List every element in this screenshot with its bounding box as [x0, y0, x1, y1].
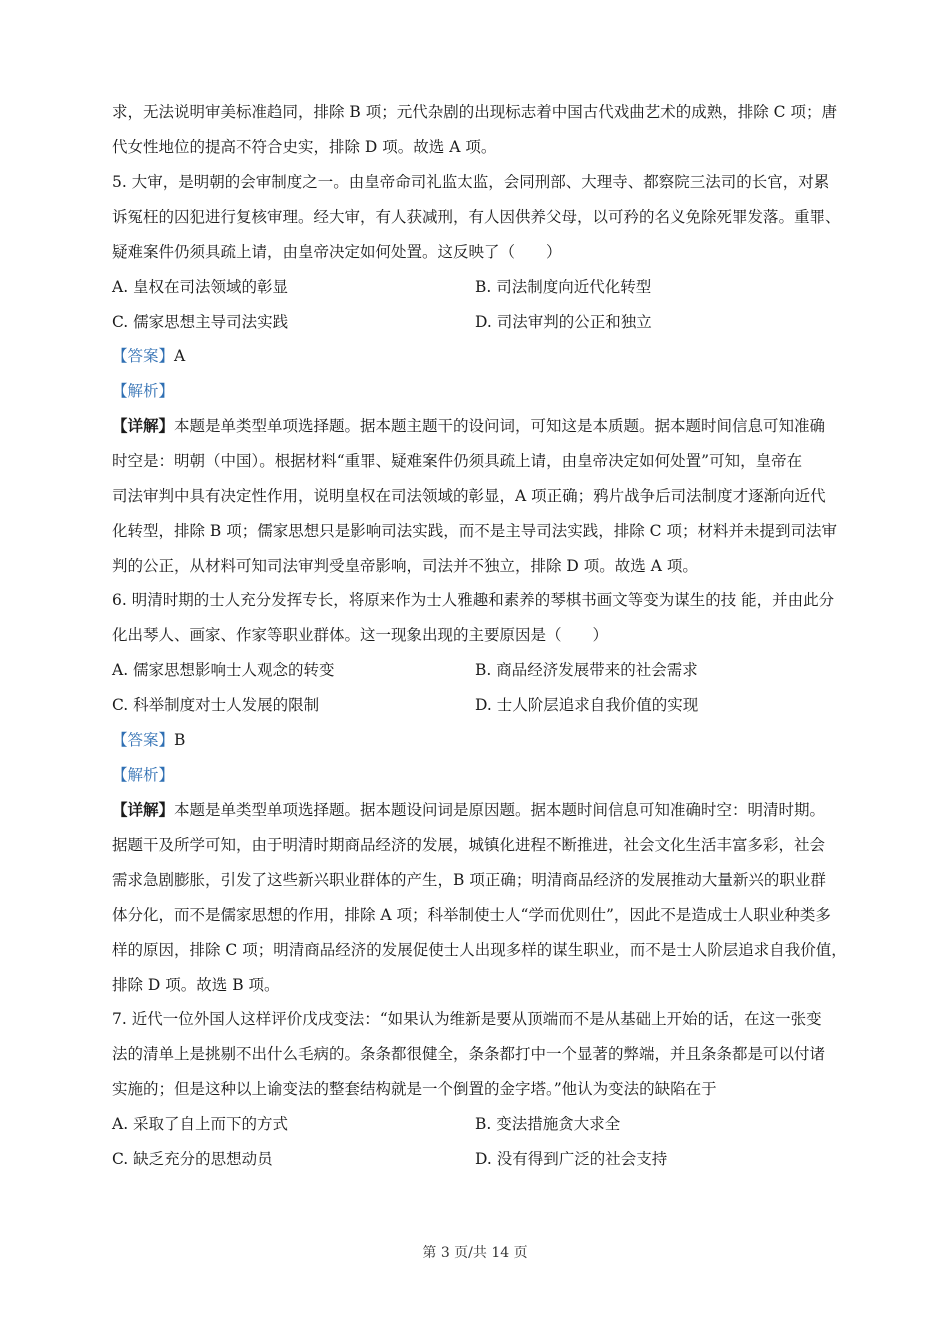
text-line: 求，无法说明审美标准趋同，排除 B 项；元代杂剧的出现标志着中国古代戏曲艺术的成熟，排除 C 项；唐: [112, 103, 837, 121]
question-6-stem: 化出琴人、画家、作家等职业群体。这一现象出现的主要原因是（ ）: [112, 626, 609, 644]
q6-detail-line: 体分化，而不是儒家思想的作用，排除 A 项；科举制使士人“学而优则仕”，因此不是造成士人职业种类多: [112, 906, 831, 924]
q5-option-c: C. 儒家思想主导司法实践: [112, 313, 289, 331]
answer-label: 【答案】: [112, 731, 175, 749]
q5-detail-line: 时空是：明朝（中国）。根据材料“重罪、疑难案件仍须具疏上请，由皇帝决定如何处置”可知，皇帝在: [112, 452, 803, 470]
q6-analysis-label: 【解析】: [112, 766, 175, 784]
q6-detail-line: 需求急剧膨胀，引发了这些新兴职业群体的产生，B 项正确；明清商品经济的发展推动大量新兴的职业群: [112, 871, 826, 889]
detail-label: 【详解】: [112, 416, 175, 435]
question-7-stem: 法的清单上是挑剔不出什么毛病的。条条都很健全，条条都打中一个显著的弊端，并且条条都是可以付诸: [112, 1045, 826, 1063]
answer-label: 【答案】: [112, 347, 175, 365]
q7-option-a: A. 采取了自上而下的方式: [112, 1115, 289, 1133]
q6-detail-line: 据题干及所学可知，由于明清时期商品经济的发展，城镇化进程不断推进，社会文化生活丰富多彩，社会: [112, 836, 826, 854]
q5-answer: [112, 346, 846, 366]
page-number: 第 3 页/共 14 页: [422, 1245, 528, 1261]
detail-text: 本题是单类型单项选择题。据本题设问词是原因题。据本题时间信息可知准确时空：明清时期。: [174, 801, 826, 819]
text-line: 代女性地位的提高不符合史实，排除 D 项。故选 A 项。: [112, 138, 497, 156]
q6-option-c: C. 科举制度对士人发展的限制: [112, 696, 320, 714]
q6-option-a: A. 儒家思想影响士人观念的转变: [112, 661, 335, 679]
q7-option-b: B. 变法措施贪大求全: [475, 1115, 621, 1133]
answer-value: B: [174, 731, 186, 749]
q5-analysis-label: 【解析】: [112, 382, 175, 400]
q5-option-b: B. 司法制度向近代化转型: [475, 278, 652, 296]
question-7-stem: 实施的；但是这种以上谕变法的整套结构就是一个倒置的金字塔。”他认为变法的缺陷在于: [112, 1080, 717, 1098]
q5-detail-line: 判的公正，从材料可知司法审判受皇帝影响，司法并不独立，排除 D 项。故选 A 项。: [112, 557, 698, 575]
q6-option-d: D. 士人阶层追求自我价值的实现: [475, 696, 699, 714]
question-7-stem: 7. 近代一位外国人这样评价戊戌变法：“如果认为维新是要从顶端而不是从基础上开始的话，在这一张变: [112, 1010, 822, 1028]
q7-option-c: C. 缺乏充分的思想动员: [112, 1150, 273, 1168]
answer-value: A: [174, 347, 186, 365]
q6-detail-line: 排除 D 项。故选 B 项。: [112, 976, 280, 994]
q6-answer: [112, 730, 846, 750]
question-5-stem: 疑难案件仍须具疏上请，由皇帝决定如何处置。这反映了（ ）: [112, 243, 562, 261]
question-6-stem: 6. 明清时期的士人充分发挥专长，将原来作为士人雅趣和素养的琴棋书画文等变为谋生的技 能，并由此分: [112, 591, 835, 609]
q5-detail-line: [112, 416, 846, 436]
detail-label: 【详解】: [112, 800, 175, 819]
q6-detail-line: [112, 800, 846, 820]
q6-option-b: B. 商品经济发展带来的社会需求: [475, 661, 698, 679]
q6-detail-line: 样的原因，排除 C 项；明清商品经济的发展促使士人出现多样的谋生职业，而不是士人阶层追求自我价值，: [112, 941, 847, 959]
question-5-stem: 诉冤枉的囚犯进行复核审理。经大审，有人获减刑，有人因供养父母，以可矜的名义免除死罪发落。重罪、: [112, 208, 841, 226]
q5-option-a: A. 皇权在司法领域的彰显: [112, 278, 289, 296]
q7-option-d: D. 没有得到广泛的社会支持: [475, 1150, 668, 1168]
q5-option-d: D. 司法审判的公正和独立: [475, 313, 652, 331]
question-5-stem: 5. 大审，是明朝的会审制度之一。由皇帝命司礼监太监，会同刑部、大理寺、都察院三法司的长官，对累: [112, 173, 830, 191]
q5-detail-line: 化转型，排除 B 项；儒家思想只是影响司法实践，而不是主导司法实践，排除 C 项；材料并未提到司法审: [112, 522, 837, 540]
q5-detail-line: 司法审判中具有决定性作用，说明皇权在司法领域的彰显，A 项正确；鸦片战争后司法制度才逐渐向近代: [112, 487, 826, 505]
detail-text: 本题是单类型单项选择题。据本题主题干的设问词，可知这是本质题。据本题时间信息可知准确: [174, 417, 826, 435]
